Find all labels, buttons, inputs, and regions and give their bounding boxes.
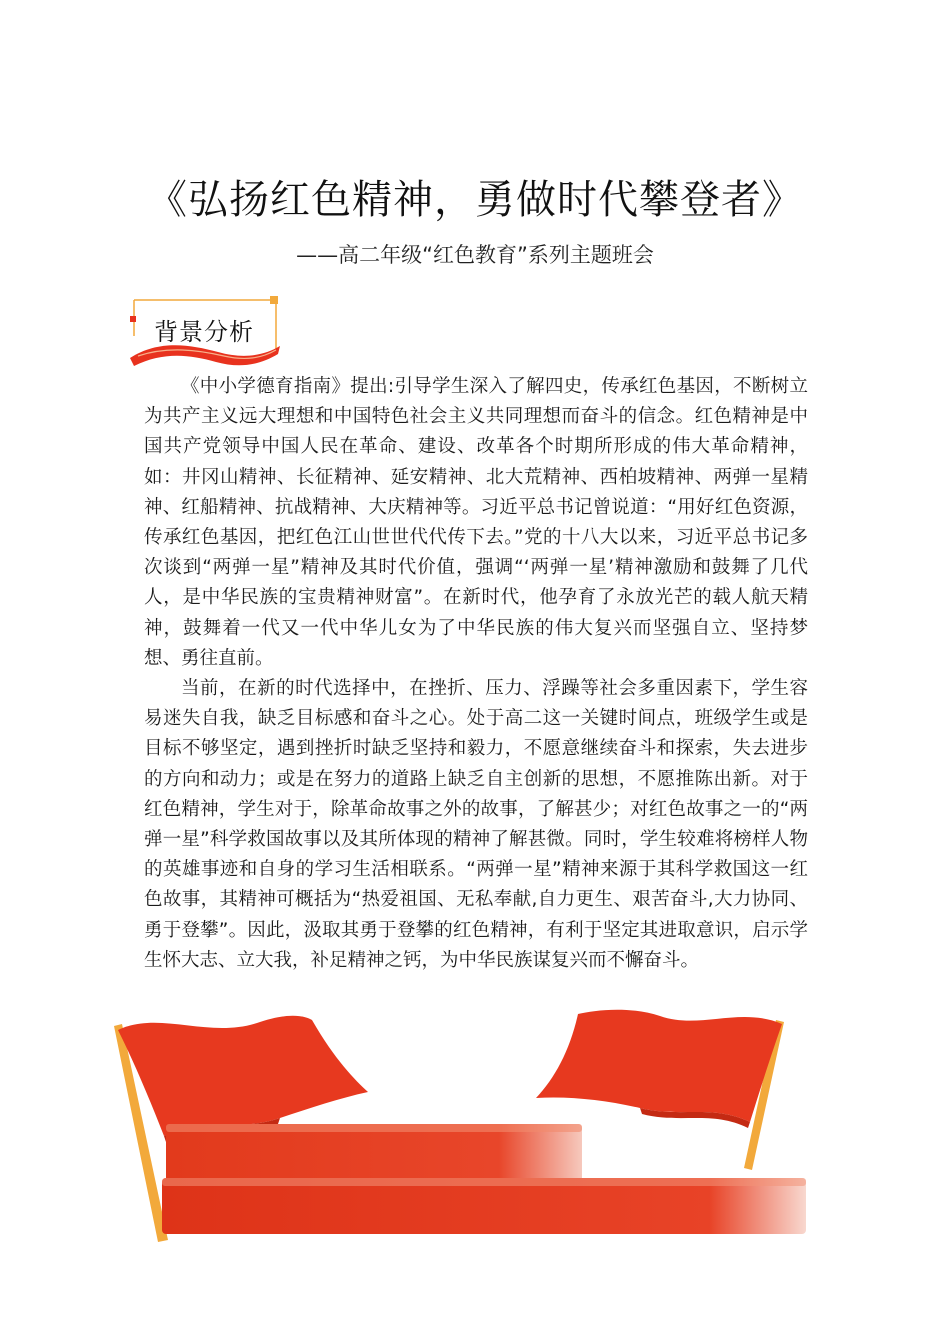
paragraph: 当前，在新的时代选择中，在挫折、压力、浮躁等社会多重因素下，学生容易迷失自我，缺乏目标感和奋斗之心。处于高二这一关键时间点，班级学生或是目标不够坚定，遇到挫折时缺乏坚持和毅力，不愿意继续奋斗和探索，失去进步的方向和动力；或是在努力的道路上缺乏自主创新的思想，不愿推陈出新。对于红色精神，学生对于，除革命故事之外的故事，了解甚少；对红色故事之一的“两弹一星”科学救国故事以及其所体现的精神了解甚微。同时，学生较难将榜样人物的英雄事迹和自身的学习生活相联系。“两弹一星”精神来源于其科学救国这一红色故事，其精神可概括为“热爱祖国、无私奉献,自力更生、艰苦奋斗,大力协同、勇于登攀”。因此，汲取其勇于登攀的红色精神，有利于坚定其进取意识，启示学生怀大志、立大我，补足精神之钙，为中华民族谋复兴而不懈奋斗。 bbox=[144, 678, 808, 971]
red-flags-icon bbox=[100, 1000, 820, 1250]
section-badge bbox=[128, 296, 282, 368]
document-subtitle: ——高二年级“红色教育”系列主题班会 bbox=[296, 243, 654, 267]
document-title: 《弘扬红色精神，勇做时代攀登者》 bbox=[147, 177, 803, 223]
document-body bbox=[144, 372, 808, 976]
flags-decoration bbox=[100, 1000, 820, 1250]
section-heading: 背景分析 bbox=[154, 318, 254, 346]
paragraph: 《中小学德育指南》提出:引导学生深入了解四史，传承红色基因，不断树立为共产主义远大理想和中国特色社会主义共同理想而奋斗的信念。红色精神是中国共产党领导中国人民在革命、建设、改革各个时期所形成的伟大革命精神，如：井冈山精神、长征精神、延安精神、北大荒精神、西柏坡精神、两弹一星精神、红船精神、抗战精神、大庆精神等。习近平总书记曾说道：“用好红色资源，传承红色基因，把红色江山世世代代传下去。”党的十八大以来，习近平总书记多次谈到“两弹一星”精神及其时代价值，强调“‘两弹一星’精神激励和鼓舞了几代人，是中华民族的宝贵精神财富”。在新时代，他孕育了永放光芒的载人航天精神，鼓舞着一代又一代中华儿女为了中华民族的伟大复兴而坚强自立、坚持梦想、勇往直前。 bbox=[144, 376, 808, 669]
